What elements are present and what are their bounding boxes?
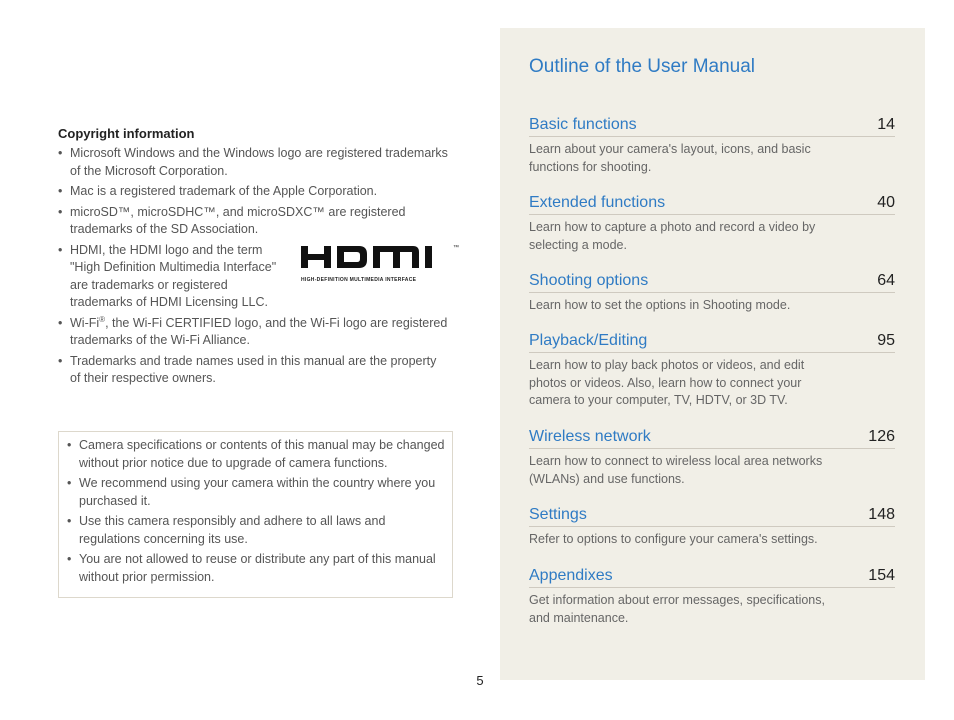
section-page-number: 40 [877, 194, 895, 211]
copyright-heading: Copyright information [58, 126, 195, 141]
section-title[interactable]: Basic functions [529, 116, 637, 133]
list-item: • We recommend using your camera within the country where you purchased it. [67, 475, 446, 510]
section-title[interactable]: Shooting options [529, 272, 649, 289]
list-item: • Mac is a registered trademark of the Apple Corporation. [58, 183, 448, 201]
section-header [529, 332, 895, 353]
section-title[interactable]: Appendixes [529, 567, 613, 584]
section-page-number: 148 [868, 506, 895, 523]
list-item: • Microsoft Windows and the Windows logo are registered trademarks of the Microsoft Corporation. [58, 145, 448, 180]
section-description: Learn how to connect to wireless local area networks (WLANs) and use functions. [529, 454, 823, 486]
wifi-prefix: Wi-Fi [70, 315, 100, 330]
outline-section-basic-functions[interactable] [529, 116, 895, 176]
section-description: Get information about error messages, specifications, and maintenance. [529, 593, 825, 625]
section-header [529, 272, 895, 293]
page-number: 5 [476, 673, 484, 688]
hdmi-tm: ™ [453, 244, 459, 251]
list-item: • Trademarks and trade names used in this manual are the property of their respective owners. [58, 353, 448, 388]
section-page-number: 64 [877, 272, 895, 289]
list-item: • You are not allowed to reuse or distribute any part of this manual without prior permission. [67, 551, 446, 586]
hdmi-logo-graphic [301, 242, 451, 270]
section-page-number: 95 [877, 332, 895, 349]
section-header [529, 428, 895, 449]
outline-section-extended-functions[interactable] [529, 194, 895, 254]
section-title[interactable]: Wireless network [529, 428, 651, 445]
copyright-section [58, 126, 459, 391]
section-description: Learn how to capture a photo and record a video by selecting a mode. [529, 220, 816, 252]
section-header [529, 506, 895, 527]
list-item-wifi [58, 315, 448, 350]
list-item-hdmi [58, 242, 459, 312]
outline-section-wireless-network[interactable] [529, 428, 895, 488]
section-header [529, 567, 895, 588]
outline-section-shooting-options[interactable] [529, 272, 895, 315]
section-description: Refer to options to configure your camera's settings. [529, 532, 818, 546]
hdmi-logo-subtitle: HIGH-DEFINITION MULTIMEDIA INTERFACE [301, 276, 417, 283]
section-page-number: 126 [868, 428, 895, 445]
notice-box [58, 431, 453, 598]
wifi-registered-mark: ® [99, 314, 106, 324]
wifi-rest: , the Wi-Fi CERTIFIED logo, and the Wi-Fi logo are registered trademarks of the Wi-Fi Alliance. [70, 315, 448, 347]
notice-list [67, 437, 446, 586]
outline-title: Outline of the User Manual [529, 56, 756, 77]
outline-panel [500, 28, 925, 680]
section-description: Learn how to set the options in Shooting mode. [529, 298, 791, 312]
copyright-list [58, 145, 459, 388]
outline-section-appendixes[interactable] [529, 567, 895, 627]
hdmi-text: • HDMI, the HDMI logo and the term "High Definition Multimedia Interface" are trademarks or registered trademarks of HDMI Licensing LLC. [70, 242, 277, 309]
list-item: • Use this camera responsibly and adhere to all laws and regulations concerning its use. [67, 513, 446, 548]
section-title[interactable]: Settings [529, 506, 587, 523]
section-title[interactable]: Playback/Editing [529, 332, 648, 349]
section-header [529, 194, 895, 215]
hdmi-logo [301, 242, 457, 282]
section-description: Learn how to play back photos or videos, and edit photos or videos. Also, learn how to connect your camera to your computer, TV, HDTV, or 3D TV. [529, 358, 805, 407]
section-header [529, 116, 895, 137]
outline-section-settings[interactable] [529, 506, 895, 549]
list-item: • microSD™, microSDHC™, and microSDXC™ are registered trademarks of the SD Association. [58, 204, 448, 239]
section-title[interactable]: Extended functions [529, 194, 666, 211]
section-description: Learn about your camera's layout, icons, and basic functions for shooting. [529, 142, 811, 174]
section-page-number: 14 [877, 116, 895, 133]
section-page-number: 154 [868, 567, 895, 584]
list-item: • Camera specifications or contents of this manual may be changed without prior notice due to upgrade of camera functions. [67, 437, 446, 472]
outline-section-playback-editing[interactable] [529, 332, 895, 410]
